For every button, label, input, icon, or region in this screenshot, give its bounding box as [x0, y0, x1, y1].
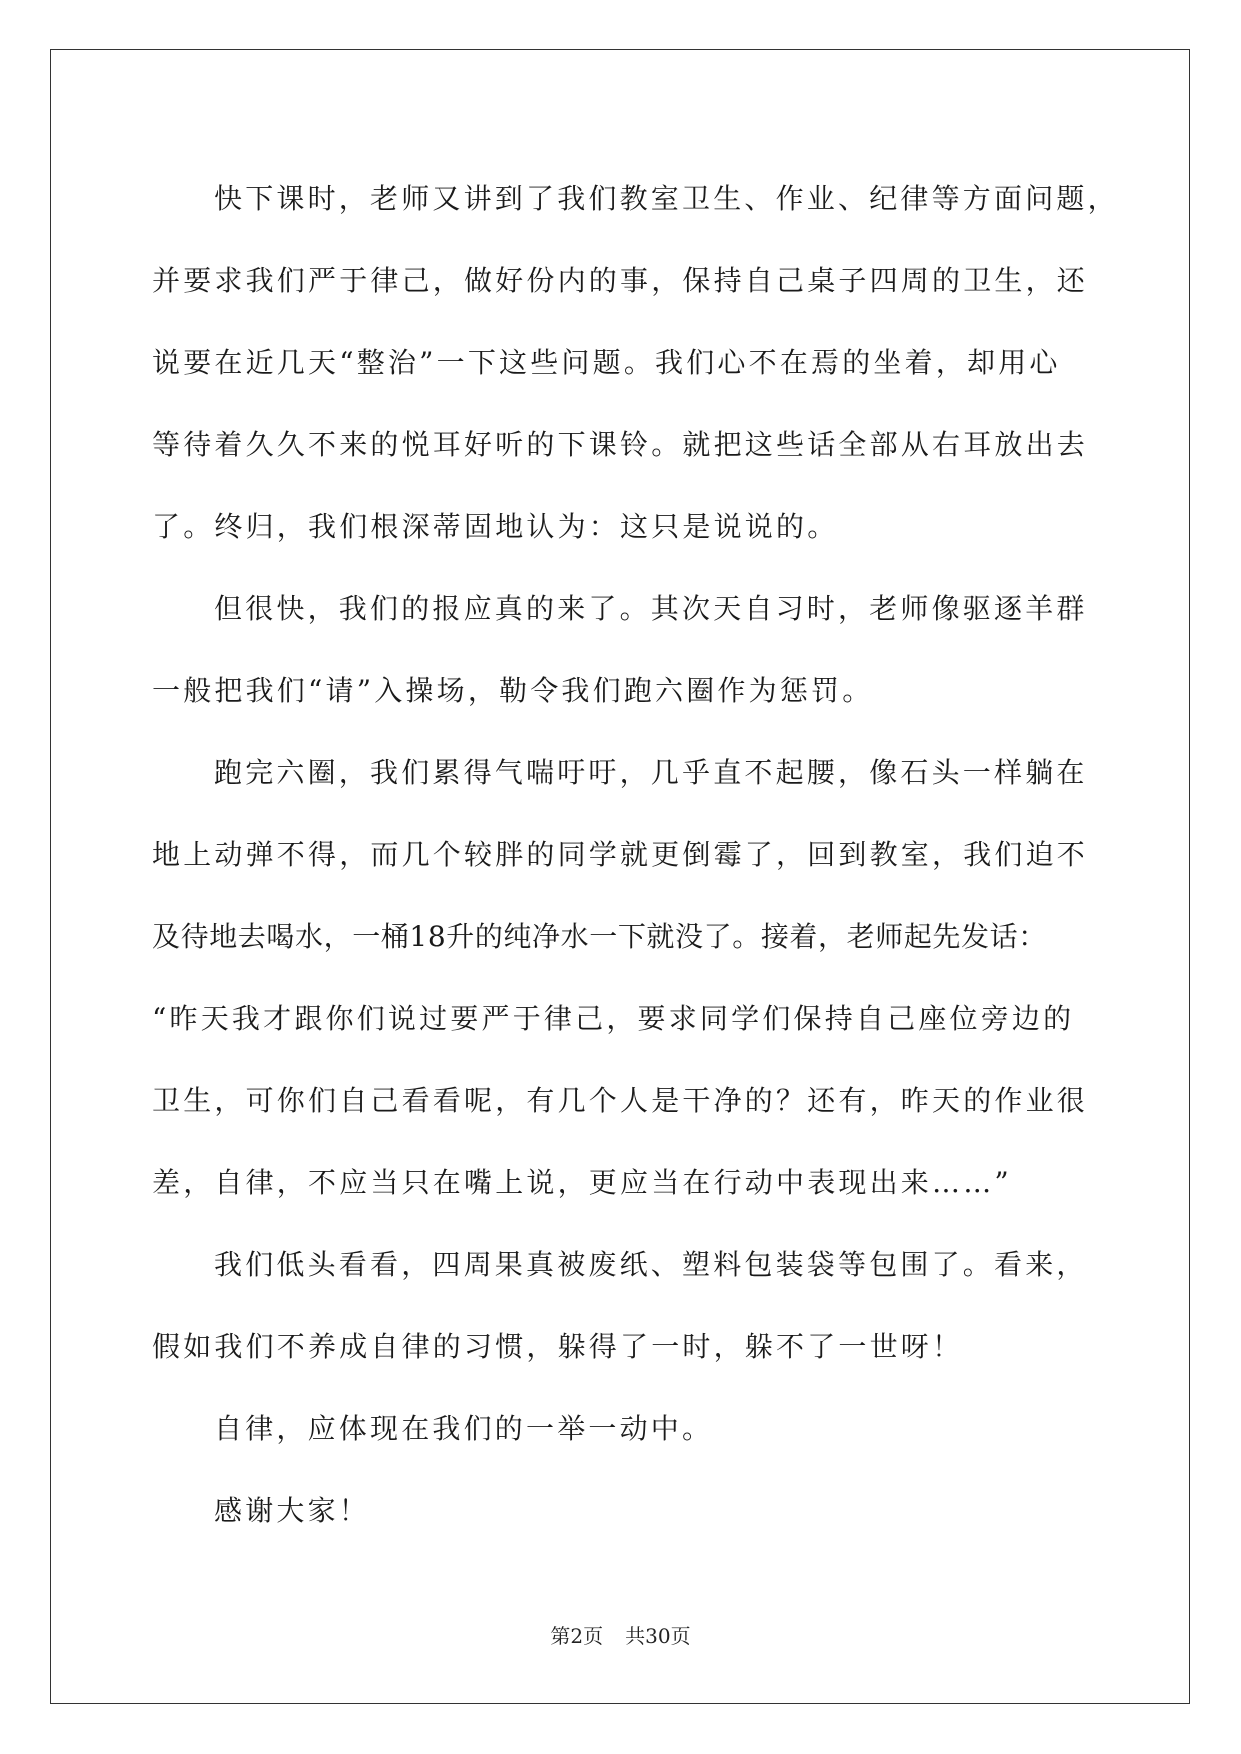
text-line: 跑完六圈，我们累得气喘吁吁，几乎直不起腰，像石头一样躺在	[214, 756, 1088, 789]
page-number: 第2页	[550, 1624, 604, 1648]
text-line: 但很快，我们的报应真的来了。其次天自习时，老师像驱逐羊群	[214, 592, 1088, 625]
page-total: 共30页	[625, 1624, 691, 1648]
text-line: “昨天我才跟你们说过要严于律己，要求同学们保持自己座位旁边的	[152, 1002, 1075, 1035]
text-line: 假如我们不养成自律的习惯，躲得了一时，躲不了一世呀！	[152, 1330, 964, 1363]
text-line: 说要在近几天“整治”一下这些问题。我们心不在焉的坐着，却用心	[152, 346, 1061, 379]
text-line: 及待地去喝水，一桶18升的纯净水一下就没了。接着，老师起先发话：	[152, 920, 1047, 953]
text-line: 我们低头看看，四周果真被废纸、塑料包装袋等包围了。看来，	[214, 1248, 1088, 1281]
text-line: 等待着久久不来的悦耳好听的下课铃。就把这些话全部从右耳放出去	[152, 428, 1089, 461]
text-line: 感谢大家！	[214, 1494, 371, 1527]
text-line: 并要求我们严于律己，做好份内的事，保持自己桌子四周的卫生，还	[152, 264, 1089, 297]
text-line: 卫生，可你们自己看看呢，有几个人是干净的？还有，昨天的作业很	[152, 1084, 1089, 1117]
text-line: 一般把我们“请”入操场，勒令我们跑六圈作为惩罚。	[152, 674, 874, 707]
document-body	[152, 158, 1119, 1552]
text-line: 快下课时，老师又讲到了我们教室卫生、作业、纪律等方面问题，	[214, 182, 1119, 215]
page-footer	[0, 1620, 1241, 1649]
text-line: 地上动弹不得，而几个较胖的同学就更倒霉了，回到教室，我们迫不	[152, 838, 1089, 871]
text-line: 差，自律，不应当只在嘴上说，更应当在行动中表现出来……”	[152, 1166, 1012, 1199]
text-line: 自律，应体现在我们的一举一动中。	[214, 1412, 714, 1445]
text-line: 了。终归，我们根深蒂固地认为：这只是说说的。	[152, 510, 839, 543]
